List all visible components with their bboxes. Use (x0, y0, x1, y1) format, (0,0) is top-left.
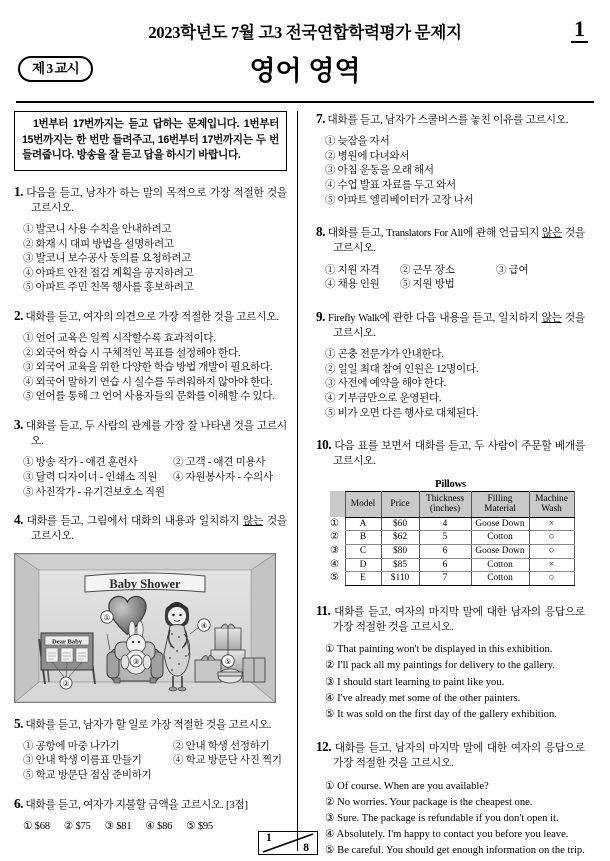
question-8-options (316, 264, 585, 293)
option[interactable]: ① Of course. When are you available? (325, 780, 489, 792)
option[interactable]: ② 근무 장소 (400, 264, 455, 276)
question-1-stem: 다음을 듣고, 남자가 하는 말의 목적으로 가장 적절한 것을 고르시오. (26, 186, 288, 214)
question-9-stem-post: 것을 고르시오. (333, 311, 585, 339)
question-11-number: 11. (316, 602, 331, 618)
question-2-number: 2. (14, 307, 23, 323)
question-9 (316, 309, 585, 421)
row-mark: ① (330, 517, 339, 529)
question-4-stem-post: 것을 고르시오. (31, 515, 287, 543)
question-5-stem: 대화를 듣고, 남자가 할 일로 가장 적절한 것을 고르시오. (25, 718, 272, 731)
col-header-price: Price (381, 491, 419, 517)
two-column-body (14, 111, 596, 857)
question-6 (14, 796, 287, 835)
option[interactable]: ⑤ Be careful. You should get enough information on the trip. (325, 845, 585, 857)
question-3-options (14, 456, 287, 500)
wash-line2: Wash (541, 504, 562, 515)
col-header-thickness (419, 491, 471, 517)
option[interactable]: ① 방송 작가 - 애견 훈련사 (23, 457, 138, 469)
col-header-wash (529, 491, 574, 517)
question-9-number: 9. (316, 308, 325, 324)
col-header-model: Model (345, 491, 381, 517)
question-11-stem: 대화를 듣고, 여자의 마지막 말에 대한 남자의 응답으로 가장 적절한 것을 고르시오. (333, 605, 586, 633)
option[interactable]: ③ 아침 운동을 오래 해서 (325, 165, 434, 177)
question-9-stem-pre: Firefly Walk에 관한 다음 내용을 듣고, 일치하지 (328, 311, 542, 324)
question-4 (14, 512, 287, 702)
question-11 (316, 603, 585, 723)
baby-shower-scene (15, 554, 275, 702)
option[interactable]: ② 화재 시 대피 방법을 설명하려고 (23, 238, 174, 250)
question-12-stem: 대화를 듣고, 남자의 마지막 말에 대한 여자의 응답으로 가장 적절한 것을 고르시오. (333, 742, 585, 770)
option[interactable]: ③ 안내 학생 이름표 만들기 (23, 755, 142, 767)
option[interactable]: ⑤ $95 (186, 820, 213, 832)
question-12-number: 12. (316, 739, 331, 755)
subject-row (14, 50, 596, 96)
row-mark: ⑤ (330, 572, 339, 584)
pillows-table-holder (316, 479, 585, 586)
table-row[interactable] (330, 558, 574, 572)
subject-title: 영어 영역 (249, 56, 361, 86)
option[interactable]: ④ 아파트 안전 점검 계획을 공지하려고 (23, 267, 194, 279)
banner-text: Baby Shower (109, 576, 181, 591)
page-header (14, 10, 596, 50)
question-10-number: 10. (316, 437, 331, 453)
option[interactable]: ⑤ 학교 방문단 점심 준비하기 (23, 770, 152, 782)
filling-line2: Material (484, 504, 516, 515)
notice-line-1: 1번부터 17번까지는 듣고 답하는 문제입니다. 1번부터 (33, 118, 279, 130)
question-2 (14, 308, 287, 405)
option[interactable]: ④ 수업 발표 자료를 두고 와서 (325, 179, 456, 191)
option[interactable]: ② No worries. Your package is the cheapest one. (325, 796, 533, 808)
option[interactable]: ④ 기부금만으로 운영된다. (325, 392, 442, 404)
notice-line-2: 15번까지는 한 번만 들려주고, 16번부터 17번까지는 두 번 (22, 133, 279, 146)
question-5-number: 5. (14, 715, 23, 731)
option[interactable]: ⑤ 언어를 통해 그 언어 사용자들의 문화를 이해할 수 있다. (23, 391, 275, 403)
option[interactable]: ③ $81 (104, 820, 132, 832)
cell-wash: ○ (529, 544, 574, 558)
cell-model: E (345, 572, 381, 586)
question-7-options (316, 135, 585, 208)
cell-thickness: 7 (419, 572, 471, 586)
wash-line1: Machine (535, 493, 568, 504)
cell-filling: Cotton (471, 572, 529, 586)
question-9-stem-underline: 않는 (541, 311, 562, 324)
col-header-filling (471, 491, 529, 517)
option[interactable]: ④ 외국어 말하기 연습 시 실수를 두려워하지 않아야 한다. (23, 376, 273, 388)
footer-current-page: 1 (266, 832, 272, 844)
option[interactable]: ① 공항에 마중 나가기 (23, 740, 120, 752)
left-column (14, 111, 297, 851)
question-6-number: 6. (14, 795, 23, 811)
option[interactable]: ② 일일 최대 참여 인원은 12명이다. (325, 363, 479, 375)
question-7-number: 7. (316, 111, 325, 126)
question-3 (14, 417, 287, 500)
option[interactable]: ④ 채용 인원 (325, 279, 380, 291)
question-2-stem: 대화를 듣고, 여자의 의견으로 가장 적절한 것을 고르시오. (25, 310, 279, 323)
question-1 (14, 184, 287, 296)
table-row[interactable] (330, 544, 574, 558)
option[interactable]: ⑤ 아파트 엘리베이터가 고장 나서 (325, 194, 474, 206)
right-column (302, 111, 586, 857)
question-12-options (316, 779, 585, 860)
thickness-line1: Thickness (425, 493, 464, 504)
option[interactable]: ① That painting won't be displayed in this exhibition. (325, 644, 553, 656)
cell-filling: Goose Down (471, 544, 529, 558)
option[interactable]: ② 고객 - 애견 미용사 (173, 457, 266, 469)
question-4-number: 4. (14, 512, 23, 528)
question-4-stem-pre: 대화를 듣고, 그림에서 대화의 내용과 일치하지 (26, 515, 243, 528)
marker-1: ① (103, 612, 111, 622)
option[interactable]: ⑤ 아파트 주민 친목 행사를 홍보하려고 (23, 282, 194, 294)
option[interactable]: ④ 자원봉사자 - 수의사 (173, 472, 273, 484)
option[interactable]: ② 병원에 다녀와서 (325, 150, 410, 162)
question-12 (316, 739, 585, 859)
table-row[interactable] (330, 517, 574, 531)
question-11-options (316, 642, 585, 723)
question-10 (316, 437, 585, 586)
question-6-options (14, 820, 287, 835)
cell-model: D (345, 558, 381, 572)
row-mark: ④ (330, 558, 339, 570)
cell-price: $62 (381, 531, 419, 545)
option[interactable]: ③ 외국어 교육을 위한 다양한 학습 방법 개발이 필요하다. (23, 362, 273, 374)
cell-model: B (345, 531, 381, 545)
cell-filling: Cotton (471, 531, 529, 545)
cell-thickness: 5 (419, 531, 471, 545)
option[interactable]: ③ Sure. The package is refundable if you don't open it. (325, 812, 559, 824)
filling-line1: Filling (487, 493, 513, 504)
cell-filling: Cotton (471, 558, 529, 572)
option[interactable]: ③ 발코니 보수공사 동의를 요청하려고 (23, 253, 192, 265)
question-8-stem-pre: 대화를 듣고, Translators For All에 관해 언급되지 (327, 227, 542, 240)
option[interactable]: ④ 학교 방문단 사진 찍기 (173, 755, 282, 767)
table-row[interactable] (330, 531, 574, 545)
option[interactable]: ③ 사전에 예약을 해야 한다. (325, 378, 447, 390)
question-8-stem-underline: 않은 (541, 227, 563, 240)
marker-3: ③ (132, 656, 140, 666)
option[interactable]: ② $75 (63, 820, 91, 832)
cell-wash: × (529, 558, 574, 572)
question-4-stem-underline: 않는 (242, 515, 264, 528)
option[interactable]: ① 지원 자격 (325, 264, 380, 276)
period-badge: 제 3 교시 (18, 56, 93, 82)
question-6-stem: 대화를 듣고, 여자가 지불할 금액을 고르시오. [3점] (25, 798, 248, 811)
option[interactable]: ① 언어 교육은 일찍 시작할수록 효과적이다. (23, 333, 216, 345)
cell-wash: ○ (529, 572, 574, 586)
option[interactable]: ④ $86 (145, 820, 173, 832)
column-divider (297, 111, 298, 851)
cell-price: $110 (381, 572, 419, 586)
question-9-options (316, 348, 585, 421)
option[interactable]: ③ 달력 디자이너 - 인쇄소 직원 (23, 472, 158, 484)
cell-model: A (345, 517, 381, 531)
option[interactable]: ① 발코니 사용 수칙을 안내하려고 (23, 223, 172, 235)
row-mark: ③ (330, 544, 339, 556)
option[interactable]: ⑤ 사진작가 - 유기견보호소 직원 (23, 486, 165, 498)
marker-4: ④ (200, 620, 208, 630)
cell-filling: Goose Down (471, 517, 529, 531)
option[interactable]: ③ 급여 (496, 264, 529, 276)
footer-total-pages: 8 (303, 842, 309, 854)
pillows-table (330, 491, 575, 586)
header-divider-rule (16, 101, 594, 103)
row-mark: ② (330, 531, 339, 543)
exam-title: 2023학년도 7월 고3 전국연합학력평가 문제지 (148, 23, 462, 42)
baby-shower-illustration (14, 553, 276, 703)
row-mark-header (330, 491, 345, 517)
page-indicator-footer (258, 831, 318, 855)
option[interactable]: ⑤ 지원 방법 (400, 279, 455, 291)
board-text: Dear Baby (51, 638, 83, 646)
cell-wash: × (529, 517, 574, 531)
option[interactable]: ① 늦잠을 자서 (325, 136, 390, 148)
option[interactable]: ② 외국어 학습 시 구체적인 목표를 설정해야 한다. (23, 347, 241, 359)
table-header-row (330, 491, 574, 517)
table-row[interactable] (330, 572, 574, 586)
page-number-top-right: 1 (571, 18, 588, 43)
cell-model: C (345, 544, 381, 558)
question-7 (316, 111, 585, 208)
option[interactable]: ⑤ 비가 오면 다른 행사로 대체된다. (325, 407, 479, 419)
option[interactable]: ① 곤충 전문가가 안내한다. (325, 349, 444, 361)
option[interactable]: ① $68 (23, 820, 50, 832)
thickness-line2: (inches) (429, 504, 461, 515)
question-8-stem-post: 것을 고르시오. (333, 227, 586, 255)
cell-thickness: 6 (419, 544, 471, 558)
cell-price: $85 (381, 558, 419, 572)
option[interactable]: ⑤ It was sold on the first day of the gallery exhibition. (325, 708, 557, 720)
notice-line-3: 들려줍니다. 방송을 잘 듣고 답을 하시기 바랍니다. (22, 149, 241, 161)
question-1-options (14, 223, 287, 296)
cell-wash: ○ (529, 531, 574, 545)
cell-thickness: 6 (419, 558, 471, 572)
cell-price: $60 (381, 517, 419, 531)
question-5 (14, 716, 287, 784)
question-7-stem: 대화를 듣고, 남자가 스쿨버스를 놓친 이유를 고르시오. (327, 114, 569, 126)
question-8 (316, 224, 585, 293)
option[interactable]: ② 안내 학생 선정하기 (173, 740, 270, 752)
option[interactable]: ④ I've already met some of the other painters. (325, 692, 521, 704)
question-2-options (14, 332, 287, 405)
question-1-number: 1. (14, 183, 23, 199)
question-10-stem: 다음 표를 보면서 대화를 듣고, 두 사람이 주문할 베개를 고르시오. (333, 440, 585, 468)
marker-2: ② (62, 678, 70, 688)
question-5-options (14, 740, 287, 784)
cell-thickness: 4 (419, 517, 471, 531)
option[interactable]: ② I'll pack all my paintings for delivery to the gallery. (325, 660, 555, 672)
marker-5: ⑤ (224, 656, 232, 666)
listening-notice-box (14, 111, 287, 171)
question-3-stem: 대화를 듣고, 두 사람의 관계를 가장 잘 나타낸 것을 고르시오. (25, 420, 287, 448)
option[interactable]: ③ I should start learning to paint like you. (325, 676, 505, 688)
question-3-number: 3. (14, 417, 23, 433)
option[interactable]: ④ Absolutely. I'm happy to contact you before you leave. (325, 829, 569, 841)
cell-price: $80 (381, 544, 419, 558)
question-8-number: 8. (316, 224, 325, 240)
pillows-table-title: Pillows (435, 478, 466, 490)
